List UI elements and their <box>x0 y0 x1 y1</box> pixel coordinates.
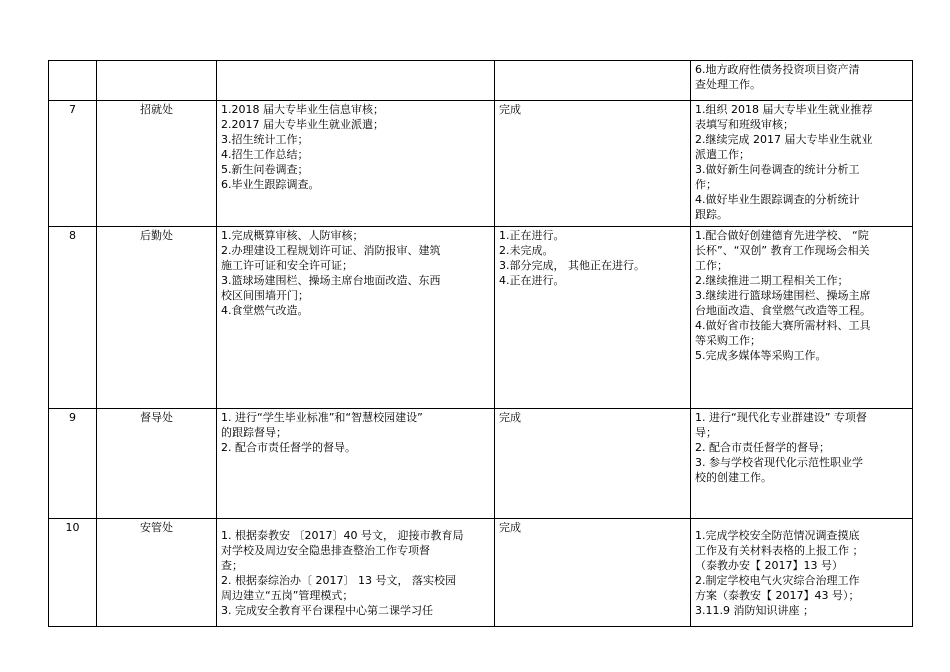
work-plan-cell-line: 校区间围墙开门； <box>221 289 309 302</box>
work-plan-cell-line: 1.完成概算审核、人防审核； <box>221 229 364 242</box>
work-plan-cell-line: 对学校及周边安全隐患排查整治工作专项督 <box>221 544 430 557</box>
table-row <box>49 519 913 627</box>
row-number-text: 10 <box>65 521 80 534</box>
work-plan-cell-line: 3. 完成安全教育平台课程中心第二课学习任 <box>221 604 433 617</box>
work-plan-cell-line: 5.新生问卷调查； <box>221 163 309 176</box>
department-name-text: 后勤处 <box>140 229 173 242</box>
work-plan-cell-line: 2.办理建设工程规划许可证、消防报审、建筑 <box>221 244 441 257</box>
table-row <box>49 409 913 519</box>
next-plan-cell-line: 长杯”、“双创” 教育工作现场会相关 <box>695 244 870 257</box>
work-plan-cell-line: 4.食堂燃气改造。 <box>221 304 309 317</box>
completion-status-cell <box>495 409 691 519</box>
table-row <box>49 227 913 409</box>
next-plan-cell-line: 2.制定学校电气火灾综合治理工作 <box>695 574 860 587</box>
department-name <box>97 519 217 627</box>
next-plan-cell-line: 3. 参与学校省现代化示范性职业学 <box>695 456 863 469</box>
completion-status-cell-line: 2.未完成。 <box>499 244 554 257</box>
work-plan-cell-line: 4.招生工作总结； <box>221 148 309 161</box>
row-number-text: 7 <box>69 103 76 116</box>
next-plan-cell-line: 等采购工作； <box>695 334 761 347</box>
work-plan-cell-line: 1. 进行“学生毕业标准”和“智慧校园建设” <box>221 411 423 424</box>
completion-status-cell-line: 完成 <box>499 103 521 116</box>
next-plan-cell <box>691 61 913 101</box>
next-plan-cell <box>691 519 913 627</box>
next-plan-cell-line: 校的创建工作。 <box>695 471 772 484</box>
work-plan-table <box>48 60 913 627</box>
work-plan-cell-line: 施工许可证和安全许可证； <box>221 259 353 272</box>
next-plan-cell-line: 派遣工作； <box>695 148 750 161</box>
department-name <box>97 409 217 519</box>
table-body <box>49 61 913 627</box>
work-plan-cell-line: 周边建立“五岗”管理模式； <box>221 589 354 602</box>
next-plan-cell-line: 方案（泰教安【 2017】43 号）； <box>695 589 860 602</box>
work-plan-cell <box>217 101 495 227</box>
next-plan-cell-line: 3.11.9 消防知识讲座 ； <box>695 604 814 617</box>
work-plan-cell-line: 1.2018 届大专毕业生信息审核； <box>221 103 384 116</box>
next-plan-cell-line: 1. 进行“现代化专业群建设” 专项督 <box>695 411 867 424</box>
next-plan-cell-line: 2.继续完成 2017 届大专毕业生就业 <box>695 133 873 146</box>
department-name-text: 招就处 <box>140 103 173 116</box>
completion-status-cell-line: 4.正在进行。 <box>499 274 565 287</box>
work-plan-cell-line: 6.毕业生跟踪调查。 <box>221 178 320 191</box>
completion-status-cell <box>495 519 691 627</box>
row-number-text: 8 <box>69 229 76 242</box>
row-number <box>49 101 97 227</box>
work-plan-cell-line: 3.招生统计工作； <box>221 133 309 146</box>
next-plan-cell-line: 1.配合做好创建德育先进学校、 “院 <box>695 229 869 242</box>
next-plan-cell-line: 导； <box>695 426 717 439</box>
next-plan-cell-line: （泰教办安【 2017】13 号） <box>695 559 843 572</box>
completion-status-cell <box>495 61 691 101</box>
next-plan-cell-line: 跟踪。 <box>695 208 728 221</box>
completion-status-cell <box>495 101 691 227</box>
next-plan-cell <box>691 409 913 519</box>
next-plan-cell-line: 3.做好新生问卷调查的统计分析工 <box>695 163 860 176</box>
next-plan-cell-line: 1.组织 2018 届大专毕业生就业推荐 <box>695 103 873 116</box>
row-number <box>49 61 97 101</box>
next-plan-cell-line: 5.完成多媒体等采购工作。 <box>695 349 827 362</box>
department-name <box>97 61 217 101</box>
row-number-text: 9 <box>69 411 76 424</box>
work-plan-cell-line: 查； <box>221 559 243 572</box>
work-plan-cell <box>217 519 495 627</box>
next-plan-cell-line: 表填写和班级审核； <box>695 118 794 131</box>
completion-status-cell <box>495 227 691 409</box>
next-plan-cell-line: 作； <box>695 178 717 191</box>
department-name-text: 督导处 <box>140 411 173 424</box>
table-row <box>49 101 913 227</box>
work-plan-cell <box>217 227 495 409</box>
table-row <box>49 61 913 101</box>
completion-status-cell-line: 3.部分完成， 其他正在进行。 <box>499 259 645 272</box>
next-plan-cell-line: 工作； <box>695 259 728 272</box>
work-plan-cell-line: 3.篮球场建围栏、操场主席台地面改造、东西 <box>221 274 441 287</box>
work-plan-cell-line: 的跟踪督导； <box>221 426 287 439</box>
work-plan-cell <box>217 409 495 519</box>
row-number <box>49 227 97 409</box>
work-plan-cell-line: 2. 配合市责任督学的督导。 <box>221 441 356 454</box>
next-plan-cell <box>691 101 913 227</box>
next-plan-cell-line: 3.继续进行篮球场建围栏、操场主席 <box>695 289 871 302</box>
department-name <box>97 227 217 409</box>
next-plan-cell-line: 2. 配合市责任督学的督导； <box>695 441 830 454</box>
row-number <box>49 409 97 519</box>
department-name <box>97 101 217 227</box>
completion-status-cell-line: 完成 <box>499 411 521 424</box>
next-plan-cell-line: 1.完成学校安全防范情况调查摸底 <box>695 529 860 542</box>
work-plan-cell-line: 2.2017 届大专毕业生就业派遣； <box>221 118 384 131</box>
next-plan-cell-line: 台地面改造、食堂燃气改造等工程。 <box>695 304 871 317</box>
next-plan-cell <box>691 227 913 409</box>
next-plan-cell-line: 6.地方政府性债务投资项目资产清 <box>695 63 860 76</box>
work-plan-cell-line: 1. 根据泰教安 〔2017〕40 号文， 迎接市教育局 <box>221 529 464 542</box>
row-number <box>49 519 97 627</box>
next-plan-cell-line: 工作及有关材料表格的上报工作 ； <box>695 544 864 557</box>
completion-status-cell-line: 完成 <box>499 521 521 534</box>
completion-status-cell-line: 1.正在进行。 <box>499 229 565 242</box>
next-plan-cell-line: 2.继续推进二期工程相关工作； <box>695 274 849 287</box>
work-plan-cell <box>217 61 495 101</box>
department-name-text: 安管处 <box>140 521 173 534</box>
work-plan-cell-line: 2. 根据泰综治办〔 2017〕 13 号文， 落实校园 <box>221 574 456 587</box>
next-plan-cell-line: 查处理工作。 <box>695 78 761 91</box>
next-plan-cell-line: 4.做好毕业生跟踪调查的分析统计 <box>695 193 860 206</box>
next-plan-cell-line: 4.做好省市技能大赛所需材料、工具 <box>695 319 871 332</box>
